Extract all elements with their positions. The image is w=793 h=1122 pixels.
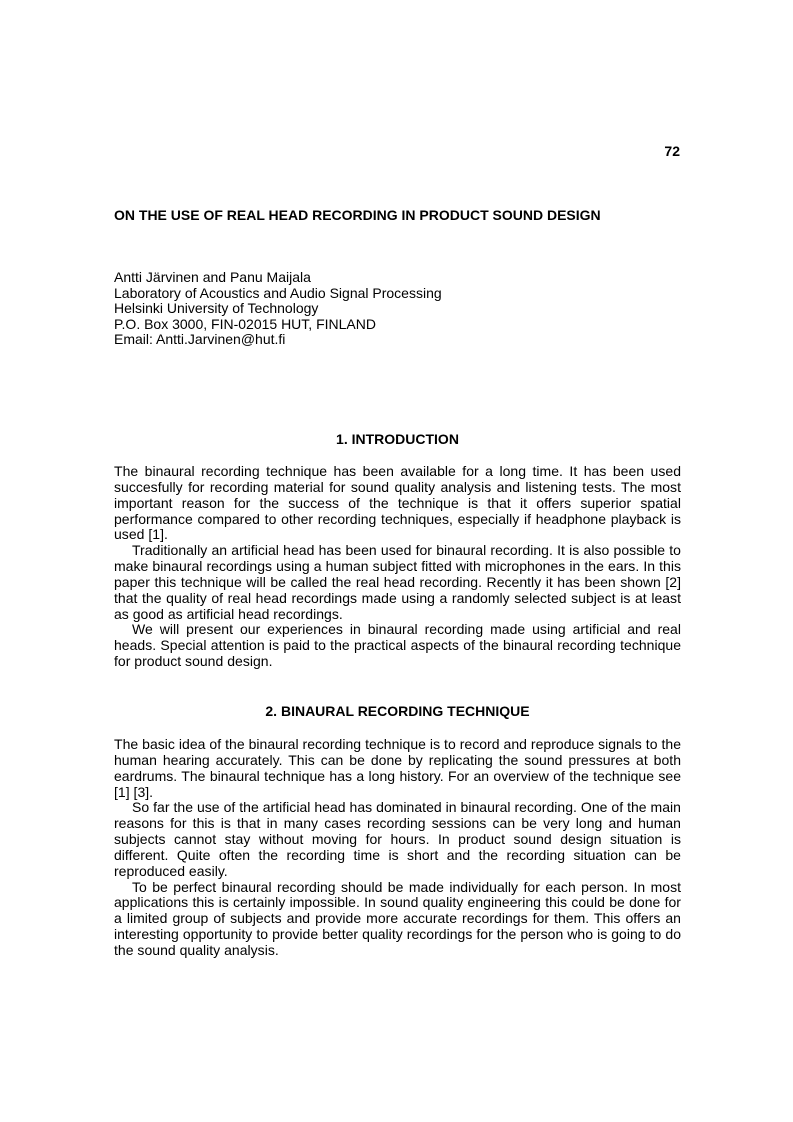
paragraph: Traditionally an artificial head has been used for binaural recording. It is also possible to make binaural recordings using a human subject fitted with microphones in the ears. In this paper this technique will be called the real head recording. Recently it has been shown [2] that the quality of real head recordings made using a randomly selected subject is at least as good as artificial head recordings. [114, 542, 681, 622]
author-address: P.O. Box 3000, FIN-02015 HUT, FINLAND [114, 315, 376, 332]
paragraph: So far the use of the artificial head has dominated in binaural recording. One of the main reasons for this is that in many cases recording sessions can be very long and human subjects cannot stay without moving for hours. In product sound design situation is different. Quite often the recording time is short and the recording situation can be reproduced easily. [114, 799, 681, 879]
author-names: Antti Järvinen and Panu Maijala [114, 269, 311, 285]
paper-title: ON THE USE OF REAL HEAD RECORDING IN PRODUCT SOUND DESIGN [114, 207, 601, 223]
author-affiliation-university: Helsinki University of Technology [114, 300, 319, 317]
section-introduction [114, 431, 681, 670]
author-email: Email: Antti.Jarvinen@hut.fi [114, 331, 286, 348]
section-heading: 1. INTRODUCTION [336, 431, 459, 447]
paragraph: To be perfect binaural recording should be made individually for each person. In most applications this is certainly impossible. In sound quality engineering this could be done for a limited group of subjects and provide more accurate recordings for them. This offers an interesting opportunity to provide better quality recordings for the person who is going to do the sound quality analysis. [114, 878, 681, 958]
author-affiliation-lab: Laboratory of Acoustics and Audio Signal Processing [114, 284, 442, 301]
paragraph: We will present our experiences in binaural recording made using artificial and real heads. Special attention is paid to the practical aspects of the binaural recording technique for product sound design. [114, 621, 681, 670]
paragraph: The binaural recording technique has been available for a long time. It has been used succesfully for recording material for sound quality analysis and listening tests. The most important reason for the success of the technique is that it offers superior spatial performance compared to other recording techniques, especially if headphone playback is used [1]. [114, 463, 681, 543]
section-body [114, 464, 681, 670]
section-heading: 2. BINAURAL RECORDING TECHNIQUE [265, 703, 530, 719]
page-number: 72 [664, 143, 680, 159]
section-body [114, 737, 681, 959]
section-binaural-recording-technique [114, 703, 681, 959]
author-block [114, 270, 680, 348]
paragraph: The basic idea of the binaural recording technique is to record and reproduce signals to the human hearing accurately. This can be done by replicating the sound pressures at both eardrums. The binaural technique has a long history. For an overview of the technique see [1] [3]. [114, 736, 681, 800]
